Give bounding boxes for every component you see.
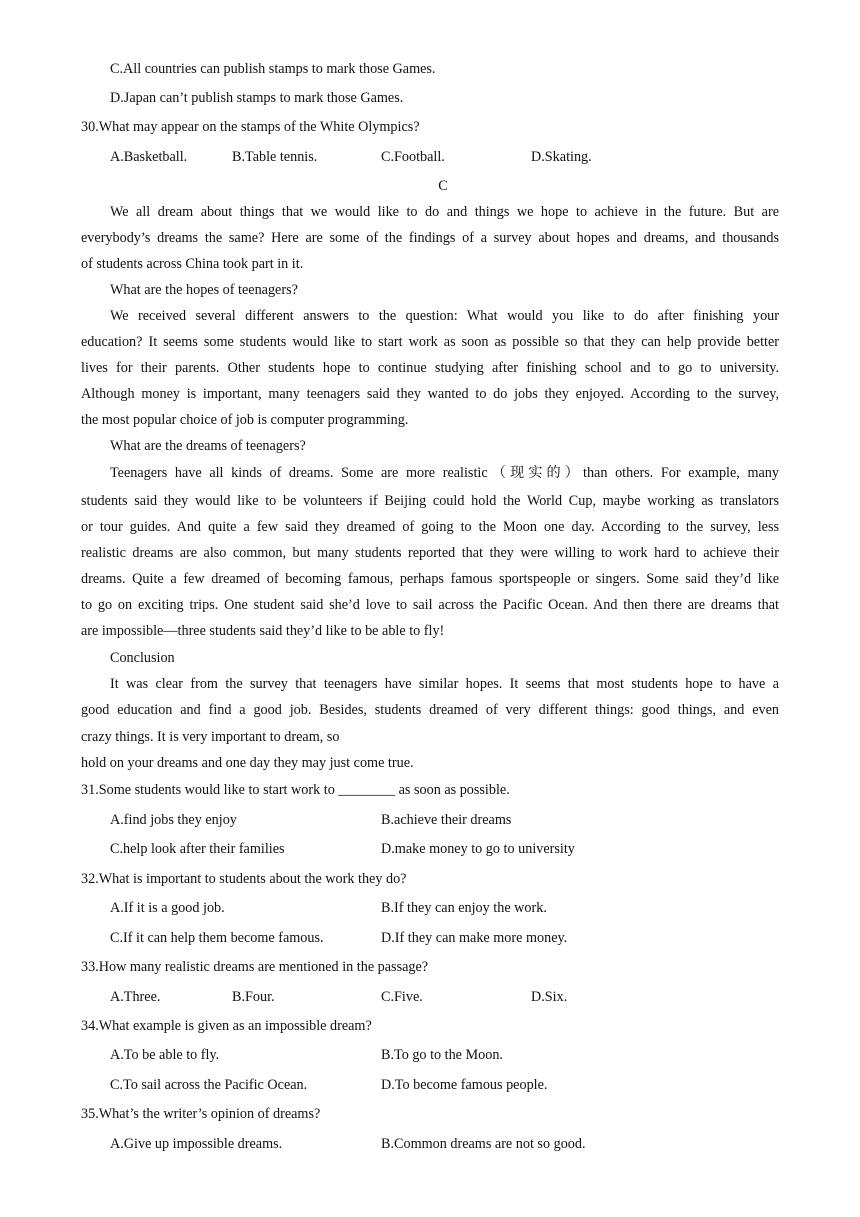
option-34-a: A.To be able to fly. [110,1047,220,1063]
passage-line: to go on exciting trips. One student said she’d love to sail across the Pacific Ocean. And then there are dreams that [81,597,779,613]
passage-line: We all dream about things that we would like to do and things we hope to achieve in the future. But are [110,204,779,220]
passage-line: crazy things. It is very important to dream, so [81,729,340,745]
option-29-c: C.All countries can publish stamps to mark those Games. [110,61,436,77]
passage-line: We received several different answers to the question: What would you like to do after finishing your [110,308,779,324]
option-33-b: B.Four. [232,989,275,1005]
passage-line: lives for their parents. Other students hope to continue studying after finishing school and to go to university. [81,360,779,376]
option-31-a: A.find jobs they enjoy [110,812,237,828]
option-32-b: B.If they can enjoy the work. [381,900,547,916]
question-30: 30.What may appear on the stamps of the White Olympics? [81,119,420,135]
passage-line: of students across China took part in it. [81,256,304,272]
option-30-c: C.Football. [381,149,445,165]
passage-line: Teenagers have all kinds of dreams. Some are more realistic（现实的）than others. For example, many [110,465,779,481]
passage-line: It was clear from the survey that teenagers have similar hopes. It seems that most students hope to have a [110,676,779,692]
question-32: 32.What is important to students about the work they do? [81,871,407,887]
option-32-c: C.If it can help them become famous. [110,930,324,946]
option-34-b: B.To go to the Moon. [381,1047,503,1063]
passage-line: Although money is important, many teenagers said they wanted to do jobs they enjoyed. According to the survey, [81,386,779,402]
question-31: 31.Some students would like to start work to ________ as soon as possible. [81,782,510,798]
option-31-d: D.make money to go to university [381,841,575,857]
section-heading: C [438,178,448,194]
option-29-d: D.Japan can’t publish stamps to mark those Games. [110,90,404,106]
passage-line: education? It seems some students would like to start work as soon as possible so that they can help provide better [81,334,779,350]
passage-line: everybody’s dreams the same? Here are some of the findings of a survey about hopes and dreams, and thousands [81,230,779,246]
passage-subheading: What are the dreams of teenagers? [110,438,306,454]
passage-line: good education and find a good job. Besides, students dreamed of very different things: good things, and even [81,702,779,718]
option-31-c: C.help look after their families [110,841,285,857]
option-33-d: D.Six. [531,989,568,1005]
passage-subheading: What are the hopes of teenagers? [110,282,298,298]
option-33-a: A.Three. [110,989,161,1005]
passage-line: are impossible—three students said they’d like to be able to fly! [81,623,445,639]
option-32-a: A.If it is a good job. [110,900,225,916]
passage-line: hold on your dreams and one day they may just come true. [81,755,414,771]
option-30-d: D.Skating. [531,149,592,165]
option-35-a: A.Give up impossible dreams. [110,1136,283,1152]
option-34-c: C.To sail across the Pacific Ocean. [110,1077,308,1093]
passage-line: the most popular choice of job is computer programming. [81,412,409,428]
passage-line: students said they would like to be volunteers if Beijing could hold the World Cup, maybe working as translators [81,493,779,509]
option-33-c: C.Five. [381,989,423,1005]
passage-line: or tour guides. And quite a few said they dreamed of going to the Moon one day. According to the survey, less [81,519,779,535]
question-34: 34.What example is given as an impossible dream? [81,1018,372,1034]
option-34-d: D.To become famous people. [381,1077,548,1093]
passage-line: dreams. Quite a few dreamed of becoming famous, perhaps famous sportspeople or singers. Some said they’d like [81,571,779,587]
question-33: 33.How many realistic dreams are mentioned in the passage? [81,959,429,975]
option-31-b: B.achieve their dreams [381,812,512,828]
option-32-d: D.If they can make more money. [381,930,568,946]
option-30-a: A.Basketball. [110,149,188,165]
passage-subheading: Conclusion [110,650,175,666]
question-35: 35.What’s the writer’s opinion of dreams? [81,1106,321,1122]
option-35-b: B.Common dreams are not so good. [381,1136,586,1152]
passage-line: realistic dreams are also common, but many students reported that they were willing to work hard to achieve their [81,545,779,561]
option-30-b: B.Table tennis. [232,149,318,165]
